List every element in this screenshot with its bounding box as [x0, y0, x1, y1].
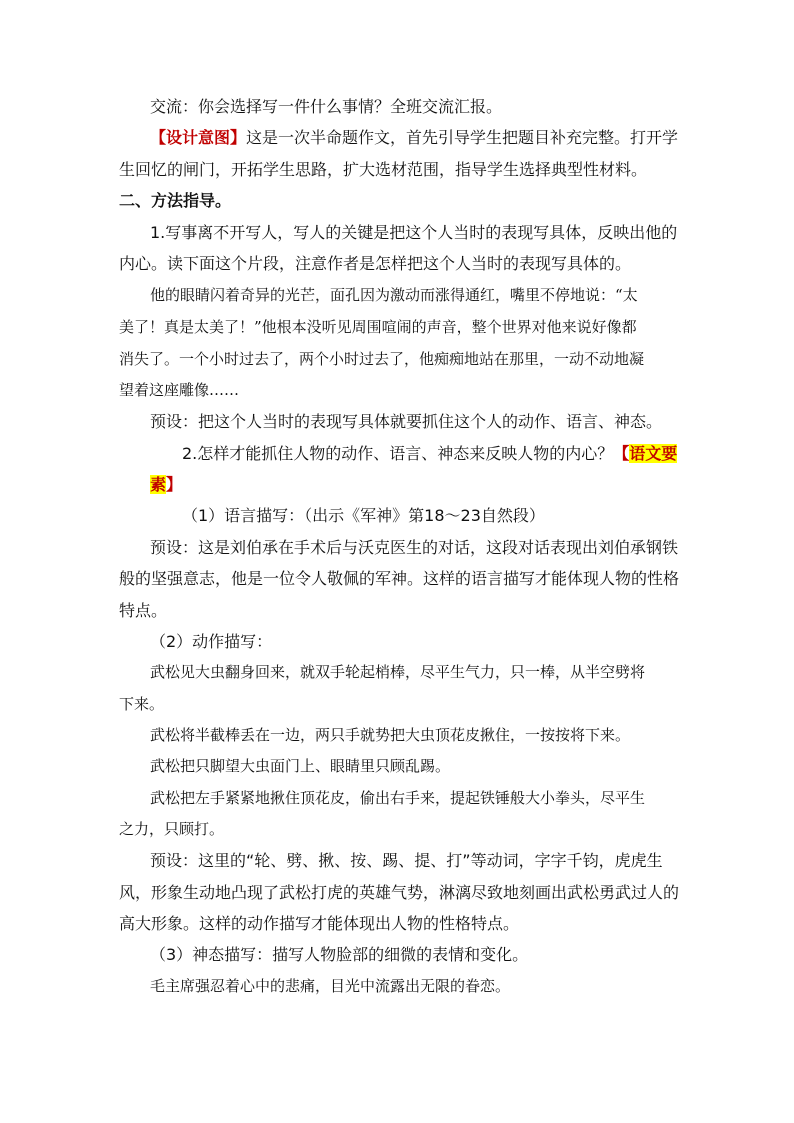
preset-3-line2: 风，形象生动地凸现了武松打虎的英雄气势，淋漓尽致地刻画出武松勇武过人的: [119, 883, 680, 902]
quote-excerpt-line2: 美了！真是太美了！”他根本没听见周围喧闹的声音，整个世界对他来说好像都: [119, 318, 637, 336]
subsection-language: （1）语言描写：（出示《军神》第18～23自然段）: [182, 506, 545, 525]
section-heading-method: 二、方法指导。: [119, 191, 232, 210]
method2-line2: [150, 477, 182, 493]
method2-tag-highlight-part2: 素: [150, 475, 167, 494]
quote-excerpt-line1: 他的眼睛闪着奇异的光芒，面孔因为激动而涨得通红，嘴里不停地说：“太: [150, 286, 638, 304]
method2-tag-open: 【: [613, 444, 630, 463]
preset-3-line1: 预设：这里的“轮、劈、揪、按、踢、提、打”等动词，字字千钧，虎虎生: [150, 851, 663, 870]
preset-2-line3: 特点。: [119, 601, 168, 620]
paragraph-design-intent-line1: [150, 130, 678, 146]
preset-2-line2: 般的坚强意志，他是一位令人敬佩的军神。这样的语言描写才能体现人物的性格: [119, 569, 680, 588]
wusong-quote4-line1: 武松把左手紧紧地揪住顶花皮，偷出右手来，提起铁锤般大小拳头，尽平生: [150, 789, 646, 807]
method1-line2: 内心。读下面这个片段，注意作者是怎样把这个人当时的表现写具体的。: [119, 254, 632, 273]
subsection-action: （2）动作描写：: [150, 632, 273, 651]
paragraph-design-intent-line2: 生回忆的闸门，开拓学生思路，扩大选材范围，指导学生选择典型性材料。: [119, 160, 648, 179]
method2-tag-close: 】: [166, 475, 183, 494]
method2-text: 2.怎样才能抓住人物的动作、语言、神态来反映人物的内心？: [182, 444, 614, 463]
mao-quote: 毛主席强忍着心中的悲痛，目光中流露出无限的眷恋。: [150, 977, 511, 995]
design-intent-text: 这是一次半命题作文，首先引导学生把题目补充完整。打开学: [246, 128, 679, 147]
quote-excerpt-line3: 消失了。一个小时过去了，两个小时过去了，他痴痴地站在那里，一动不动地凝: [119, 350, 645, 368]
method2-line1: [182, 446, 677, 462]
preset-3-line3: 高大形象。这样的动作描写才能体现出人物的性格特点。: [119, 914, 520, 933]
method1-line1: 1.写事离不开写人，写人的关键是把这个人当时的表现写具体，反映出他的: [150, 223, 678, 242]
wusong-quote1-line2: 下来。: [119, 695, 165, 713]
preset-2-line1: 预设：这是刘伯承在手术后与沃克医生的对话，这段对话表现出刘伯承钢铁: [150, 538, 679, 557]
method2-tag-highlight-part1: 语文要: [629, 444, 678, 463]
wusong-quote4-line2: 之力，只顾打。: [119, 820, 225, 838]
quote-excerpt-line4: 望着这座雕像……: [119, 381, 240, 399]
wusong-quote2: 武松将半截棒丢在一边，两只手就势把大虫顶花皮揪住，一按按将下来。: [150, 726, 631, 744]
preset-1: 预设：把这个人当时的表现写具体就要抓住这个人的动作、语言、神态。: [150, 412, 663, 431]
design-intent-label: 【设计意图】: [150, 128, 247, 147]
wusong-quote1-line1: 武松见大虫翻身回来，就双手轮起梢棒，尽平生气力，只一棒，从半空劈将: [150, 663, 646, 681]
wusong-quote3: 武松把只脚望大虫面门上、眼睛里只顾乱踢。: [150, 757, 451, 775]
subsection-expression: （3）神态描写：描写人物脸部的细微的表情和变化。: [150, 945, 529, 964]
paragraph-exchange: 交流：你会选择写一件什么事情？全班交流汇报。: [150, 97, 503, 116]
